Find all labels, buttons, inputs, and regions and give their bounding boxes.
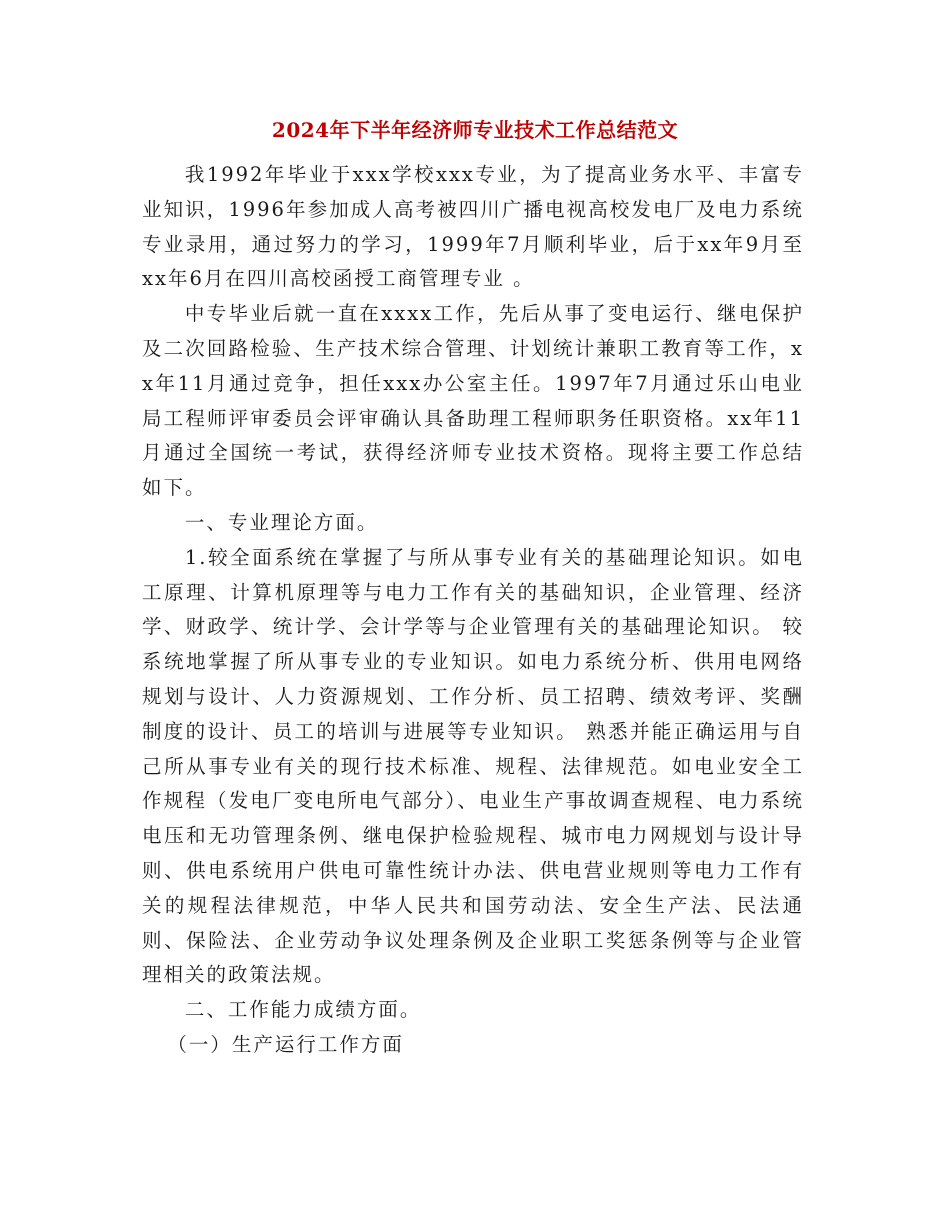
document-body <box>142 158 804 1063</box>
subsection-heading-production: （一）生产运行工作方面 <box>167 1032 404 1056</box>
section-heading-theory: 一、专业理论方面。 <box>184 510 379 534</box>
paragraph-work-history: 中专毕业后就一直在xxxx工作，先后从事了变电运行、继电保护及二次回路检验、生产技术综合管理、计划统计兼职工教育等工作，xx年11月通过竞争，担任xxx办公室主任。1997年7月通过乐山电业局工程师评审委员会评审确认具备助理工程师职务任职资格。xx年11月通过全国统一考试，获得经济师专业技术资格。现将主要工作总结如下。 <box>142 302 804 500</box>
paragraph-theory-knowledge: 1.较全面系统在掌握了与所从事专业有关的基础理论知识。如电工原理、计算机原理等与电力工作有关的基础知识，企业管理、经济学、财政学、统计学、会计学等与企业管理有关的基础理论知识。 较系统地掌握了所从事专业的专业知识。如电力系统分析、供用电网络规划与设计、人力资源规划、工作分析、员工招聘、绩效考评、奖酬制度的设计、员工的培训与进展等专业知识。 熟悉并能正确运用与自己所从事专业有关的现行技术标准、规程、法律规范。如电业安全工作规程（发电厂变电所电气部分）、电业生产事故调查规程、电力系统电压和无功管理条例、继电保护检验规程、城市电力网规划与设计导则、供电系统用户供电可靠性统计办法、供电营业规则等电力工作有关的规程法律规范，中华人民共和国劳动法、安全生产法、民法通则、保险法、企业劳动争议处理条例及企业职工奖惩条例等与企业管理相关的政策法规。 <box>142 545 804 987</box>
document-title: 2024年下半年经济师专业技术工作总结范文 <box>271 118 679 142</box>
section-heading-ability: 二、工作能力成绩方面。 <box>184 998 422 1022</box>
paragraph-education: 我1992年毕业于xxx学校xxx专业，为了提高业务水平、丰富专业知识，1996年参加成人高考被四川广播电视高校发电厂及电力系统专业录用，通过努力的学习，1999年7月顺利毕业，后于xx年9月至xx年6月在四川高校函授工商管理专业 。 <box>142 163 804 291</box>
